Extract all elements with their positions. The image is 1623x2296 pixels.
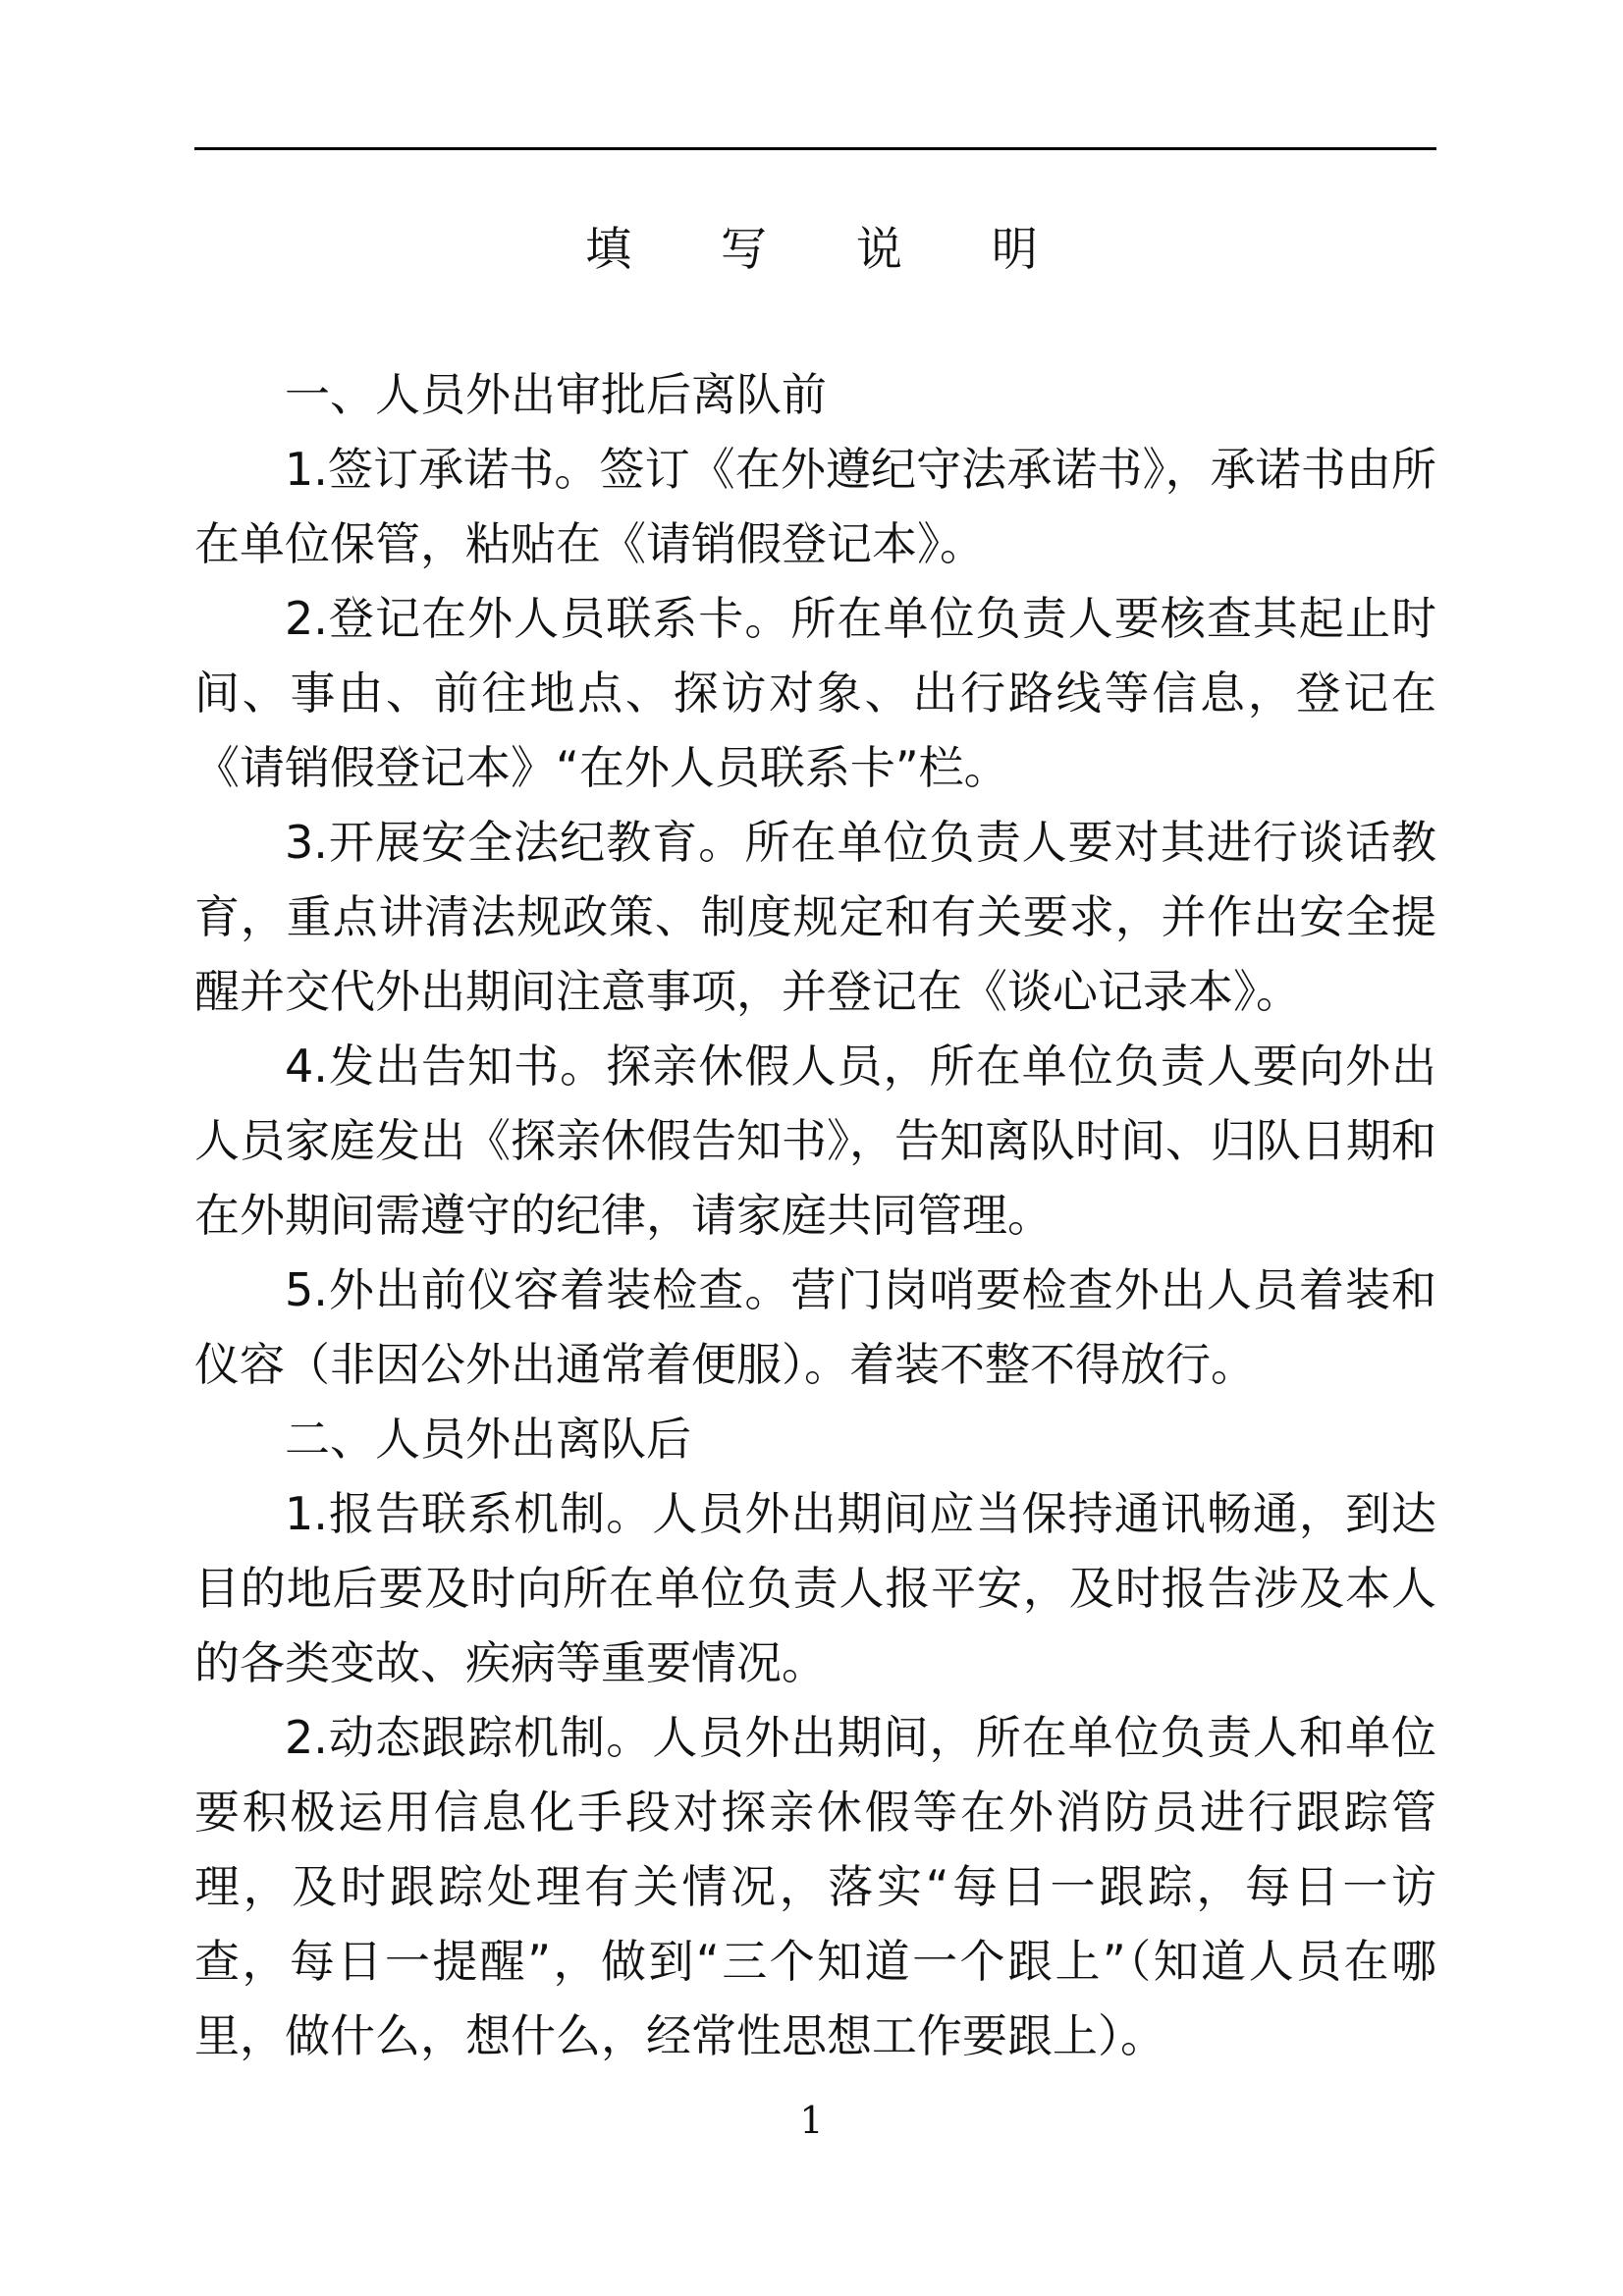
document-body [194, 357, 1436, 2073]
section-heading-1: 一、人员外出审批后离队前 [285, 368, 827, 421]
paragraph-1-2: 2.登记在外人员联系卡。所在单位负责人要核查其起止时间、事由、前往地点、探访对象、出行路线等信息，登记在《请销假登记本》“在外人员联系卡”栏。 [194, 592, 1436, 794]
paragraph-2-2: 2.动态跟踪机制。人员外出期间，所在单位负责人和单位要积极运用信息化手段对探亲休假等在外消防员进行跟踪管理，及时跟踪处理有关情况，落实“每日一跟踪，每日一访查，每日一提醒”，做到“三个知道一个跟上”（知道人员在哪里，做什么，想什么，经常性思想工作要跟上）。 [194, 1711, 1436, 2062]
document-title: 填 写 说 明 [585, 223, 1075, 277]
page-number: 1 [799, 2099, 824, 2142]
section-heading-2: 二、人员外出离队后 [285, 1413, 691, 1466]
paragraph-1-4: 4.发出告知书。探亲休假人员，所在单位负责人要向外出人员家庭发出《探亲休假告知书》，告知离队时间、归队日期和在外期间需遵守的纪律，请家庭共同管理。 [194, 1040, 1436, 1242]
header-rule [194, 147, 1436, 150]
paragraph-1-3: 3.开展安全法纪教育。所在单位负责人要对其进行谈话教育，重点讲清法规政策、制度规定和有关要求，并作出安全提醒并交代外出期间注意事项，并登记在《谈心记录本》。 [194, 816, 1436, 1018]
paragraph-2-1: 1.报告联系机制。人员外出期间应当保持通讯畅通，到达目的地后要及时向所在单位负责人报平安，及时报告涉及本人的各类变故、疾病等重要情况。 [194, 1487, 1436, 1689]
paragraph-1-5: 5.外出前仪容着装检查。营门岗哨要检查外出人员着装和仪容（非因公外出通常着便服）。着装不整不得放行。 [194, 1263, 1436, 1391]
paragraph-1-1: 1.签订承诺书。签订《在外遵纪守法承诺书》，承诺书由所在单位保管，粘贴在《请销假登记本》。 [194, 443, 1436, 570]
